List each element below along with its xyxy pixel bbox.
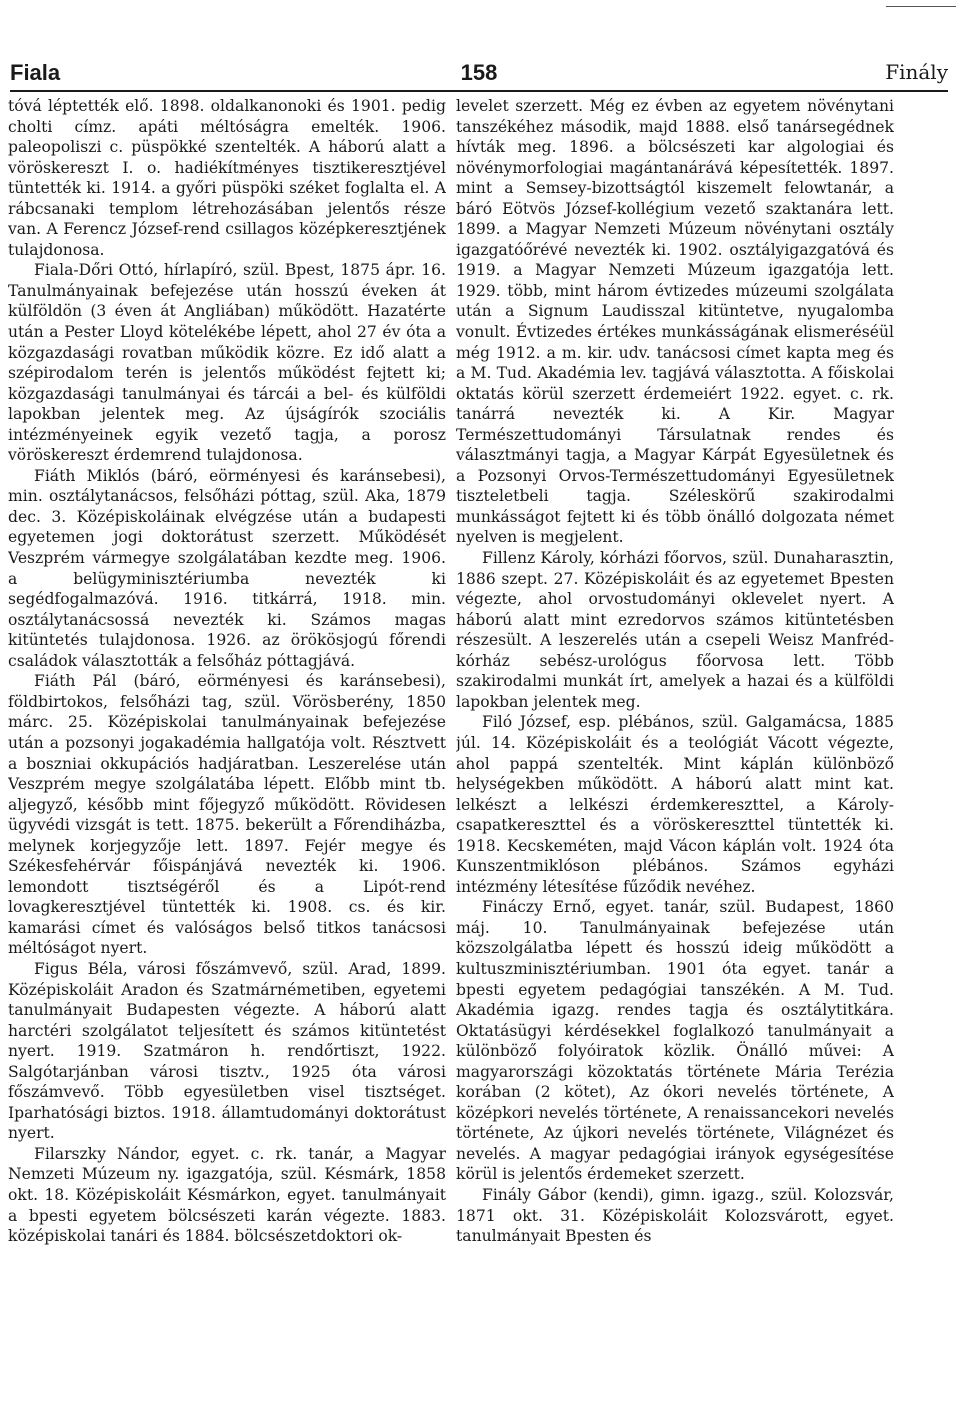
running-header <box>10 56 948 92</box>
right-column <box>456 96 894 1408</box>
entry-finaly-gabor: Finály Gábor (kendi), gimn. igazg., szül. Kolozsvár, 1871 okt. 31. Középiskoláit Kolozsvárott, egyet. tanulmányait Bpesten és <box>456 1185 894 1246</box>
left-column <box>8 96 446 1408</box>
header-first-entry: Fiala <box>10 60 61 85</box>
entry-continuation: levelet szerzett. Még ez évben az egyetem növénytani tanszékéhez második, majd 1888. első tanársegédnek hívták meg. 1896. a bölcsészeti kar algologiai és növénymorfologiai magántanárává képesítették. 1897. mint a Semsey-bizottságtól kiszemelt felowtanár, a báró Eötvös József-kollégium vezető szaktanára lett. 1899. a Magyar Nemzeti Múzeum növénytani osztály igazgatóőrévé nevezték ki. 1902. osztályigazgatóvá és 1919. a Magyar Nemzeti Múzeum igazgatója lett. 1929. több, mint három évtizedes múzeumi szolgálata után a Signum Laudisszal kitüntetve, nyugalomba vonult. Évtizedes értékes munkásságának elismeréséül még 1912. a m. kir. udv. tanácsosi címet kapta meg és a M. Tud. Akadémia lev. tagjává választotta. A főiskolai oktatás körül szerzett érdemeiért 1922. egyet. c. rk. tanárrá nevezték ki. A Kir. Magyar Természettudományi Társulatnak rendes és választmányi tagja, a Magyar Kárpát Egyesületnek és a Pozsonyi Orvos-Természettudományi Egyesületnek tiszteletbeli tagja. Széleskörű szakirodalmi munkásságot fejtett ki és több önálló dolgozata német nyelven is megjelent. <box>456 97 894 547</box>
entry-continuation: tóvá léptették elő. 1898. oldalkanonoki és 1901. pedig cholti címz. apáti méltóságra emelték. 1906. paleopoliszi c. püspökké szentelték. A háború alatt a vöröskereszt I. o. hadiékítményes tisztikeresztjével tüntették ki. 1914. a győri püspöki széket foglalta el. A rábcsanaki templom létrehozásában jelentős része van. A Ferencz József-rend csillagos középkeresztjének tulajdonosa. <box>8 97 446 259</box>
entry-fiath-miklos: Fiáth Miklós (báró, eörményesi és karánsebesi), min. osztálytanácsos, felsőházi póttag, szül. Aka, 1879 dec. 3. Középiskoláinak elvégzése után a budapesti egyetemen jogi doktorátust szerzett. Működését Veszprém vármegye szolgálatában kezdte meg. 1906. a belügyminisztériumba nevezték ki segédfogalmazóvá. 1916. titkárrá, 1918. min. osztálytanácsossá nevezték ki. Számos magas kitüntetés tulajdonosa. 1926. az örökösjogú főrendi családok választották a felsőház póttagjává. <box>8 466 446 670</box>
entry-filarszky-nandor: Filarszky Nándor, egyet. c. rk. tanár, a Magyar Nemzeti Múzeum ny. igazgatója, szül. Késmárk, 1858 okt. 18. Középiskoláit Késmárkon, egyet. tanulmányait a bpesti egyetem bölcsészeti karán végezte. 1883. középiskolai tanári és 1884. bölcsészetdoktori ok- <box>8 1144 446 1246</box>
entry-fillenz-karoly: Fillenz Károly, kórházi főorvos, szül. Dunaharasztin, 1886 szept. 27. Középiskoláit és az egyetemet Bpesten végezte, ahol orvostudományi oklevelet nyert. A háború alatt mint ezredorvos számos kitüntetésben részesült. A leszerelés után a csepeli Weisz Manfréd-kórház sebész-urológus főorvosa lett. Több szakirodalmi munkát írt, amelyek a hazai és a külföldi lapokban jelentek meg. <box>456 549 894 711</box>
top-edge-rule <box>886 6 956 7</box>
entry-filo-jozsef: Filó József, esp. plébános, szül. Galgamácsa, 1885 júl. 14. Középiskoláit és a teológiát Vácott végezte, ahol pappá szentelték. Mint káplán különböző helységekben működött. A háború alatt mint kat. lelkészt a lelkészi érdemkereszttel, a Károly-csapatkereszttel és a vöröskereszttel tüntették ki. 1918. Kecskeméten, majd Vácon káplán volt. 1924 óta Kunszentmiklóson plébános. Számos egyházi intézmény létesítése fűződik nevéhez. <box>456 713 894 896</box>
header-last-entry: Finály <box>885 60 948 84</box>
entry-fiala-dori-otto: Fiala-Dőri Ottó, hírlapíró, szül. Bpest, 1875 ápr. 16. Tanulmányainak befejezése után hosszú éveken át külföldön (3 éven át Angliában) működött. Hazatérte után a Pester Lloyd kötelékébe lépett, ahol 27 év óta a közgazdasági rovatban működik közre. Ez idő alatt a szépirodalom terén is jelentős működést fejtett ki; közgazdasági tanulmányai és tárcái a bel- és külföldi lapokban jelentek meg. Az újságírók szociális intézményeinek egyik vezető tagja, a porosz vöröskereszt érdemrend tulajdonosa. <box>8 261 446 465</box>
entry-fiath-pal: Fiáth Pál (báró, eörményesi és karánsebesi), földbirtokos, felsőházi tag, szül. Vörösberény, 1850 márc. 25. Középiskolai tanulmányainak befejezése után a pozsonyi jogakadémia hallgatója volt. Résztvett a boszniai okkupációs hadjáratban. Leszerelése után Veszprém megye szolgálatába lépett. Előbb mint tb. aljegyző, később mint főjegyző működött. Rövidesen ügyvédi vizsgát is tett. 1875. bekerült a Főrendiházba, melynek korjegyzője lett. 1897. Fejér megye és Székesfehérvár főispánjává nevezték ki. 1906. lemondott tisztségéről és a Lipót-rend lovagkeresztjével tüntették ki. 1908. cs. és kir. kamarási címet és valóságos belső titkos tanácsosi méltóságot nyert. <box>8 672 446 958</box>
entry-figus-bela: Figus Béla, városi főszámvevő, szül. Arad, 1899. Középiskoláit Aradon és Szatmárnémetiben, egyetemi tanulmányait Budapesten végezte. A háború alatt harctéri szolgálatot teljesített és számos kitüntetést nyert. 1919. Szatmáron h. rendőrtiszt, 1922. Salgótarjánban városi tisztv., 1925 óta városi főszámvevő. Több egyesületben visel tisztséget. Iparhatósági biztos. 1918. államtudományi doktorátust nyert. <box>8 959 446 1143</box>
page-number: 158 <box>460 60 498 85</box>
entry-finaczy-erno: Fináczy Ernő, egyet. tanár, szül. Budapest, 1860 máj. 10. Tanulmányainak befejezése után közszolgálatba lépett és hosszú ideig működött a kultuszminisztériumban. 1901 óta egyet. tanár a bpesti egyetem pedagógiai tanszékén. A M. Tud. Akadémia igazg. rendes tagja és osztálytitkára. Oktatásügyi kérdésekkel foglalkozó tanulmányait a különböző folyóiratok közlik. Önálló művei: A magyarországi közoktatás története Mária Terézia korában (2 kötet), Az ókori nevelés története, A középkori nevelés története, A renaissancekori nevelés története, Az újkori nevelés története, Világnézet és nevelés. A magyar pedagógiai irányok egységesítése körül is jelentős érdemeket szerzett. <box>456 898 894 1184</box>
